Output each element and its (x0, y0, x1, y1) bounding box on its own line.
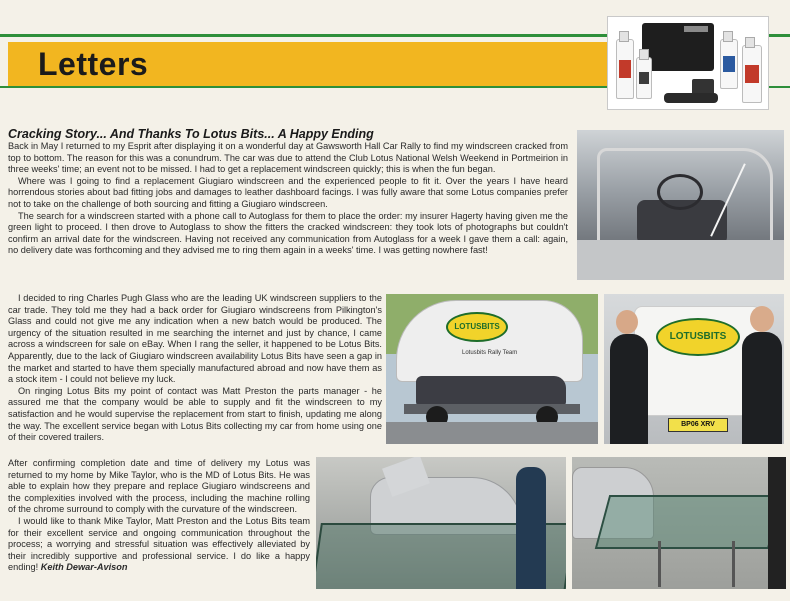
section-banner (8, 42, 608, 86)
photo-windscreen-fitting (316, 457, 566, 589)
trailer-caption: Lotusbits Rally Team (462, 350, 518, 356)
photo-covered-trailer (386, 294, 598, 444)
article-body-middle (8, 293, 382, 444)
photo-team-with-sign (604, 294, 784, 444)
spray-bottle-icon (720, 39, 738, 89)
product-advert-image (607, 16, 769, 110)
article-paragraph: After confirming completion date and time of delivery my Lotus was returned to my home by Mike Taylor, who is the MD of Lotus Bits. He was able to explain how they prepare and replace Giugiaro windscreens and the complexities involved with the process, including the machine rolling of the chrome surround to comply with the curvature of the windscreen. (8, 458, 310, 515)
article-paragraph: On ringing Lotus Bits my point of contact was Matt Preston the parts manager - he assured me that the company would be able to supply and fit the windscreen to my satisfaction and he would supervise the replacement from start to finish, updating me along the way. The excellent service began with Lotus Bits collecting my car from home using one of their covered trailers. (8, 385, 382, 443)
article-body-top (8, 141, 568, 257)
article-paragraph: The search for a windscreen started with a phone call to Autoglass for them to place the order: my insurer Hagerty having given me the green light to proceed. I then drove to Autoglass to show the fitters the cracked windscreen: they took lots of photographs but couldn't confirm an arrival date for the windscreen. Having not received any communication from Autoglass for a week I gave them a call: again, no delivery date was forthcoming and they advised me to ring them again in a weeks' time. I was getting nowhere fast! (8, 210, 568, 256)
article-paragraph: Where was I going to find a replacement Giugiaro windscreen and the experienced people to fit it. Over the years I have heard horrendous stories about bad fitting jobs and damages to leather dashboard facings. I was fully aware that some Lotus companies prefer not to take on the challenge of both sourcing and fitting a Giugiaro windscreen. (8, 175, 568, 209)
article-paragraph-text: I would like to thank Mike Taylor, Matt Preston and the Lotus Bits team for their excellent service and ongoing communication throughout the process; a worrying and stressful situation was effectively alleviated by their incredibly supportive and professional service. I do like a happy ending! (8, 515, 310, 573)
photo-car-interior (577, 130, 784, 280)
article-paragraph (8, 516, 310, 574)
spray-bottle-icon (636, 57, 652, 99)
photo-windscreen-on-stand (572, 457, 786, 589)
lotusbits-logo: LOTUSBITS (446, 312, 508, 342)
article-title: Cracking Story... And Thanks To Lotus Bits... A Happy Ending (8, 127, 374, 141)
section-title: Letters (38, 46, 149, 82)
spray-bottle-icon (616, 39, 634, 99)
lotusbits-sign-logo: LOTUSBITS (656, 318, 740, 356)
product-case-icon (642, 23, 714, 71)
article-paragraph: I decided to ring Charles Pugh Glass who are the leading UK windscreen suppliers to the car trade. They told me they had a back order for Giugiaro windscreens from Pilkington's Glass and could not give me any indication when a new batch would be produced. The urgency of the situation resulted in me searching the internet and just by chance, I came across a windscreen for sale on eBay. When I rang the seller, it happened to be Lotus Bits. Apparently, due to the lack of Giugiaro windscreen availability Lotus Bits have seen a gap in the market and started to have them specially manufactured abroad and now have them as a stock item - I could not believe my luck. (8, 293, 382, 385)
number-plate: BP06 XRV (668, 418, 728, 432)
polishing-cloth-icon (664, 93, 718, 103)
article-paragraph: Back in May I returned to my Esprit after displaying it on a wonderful day at Gawsworth Hall Car Rally to find my windscreen cracked from top to bottom. The reason for this was a conundrum. The car was due to attend the Club Lotus National Welsh Weekend in Portmeirion in three weeks' time; an event not to be missed. I had to get a replacement windscreen quickly; this is when the fun began. (8, 141, 568, 175)
spray-bottle-icon (742, 45, 762, 103)
article-body-bottom (8, 458, 310, 574)
author-signature: Keith Dewar-Avison (40, 562, 128, 573)
